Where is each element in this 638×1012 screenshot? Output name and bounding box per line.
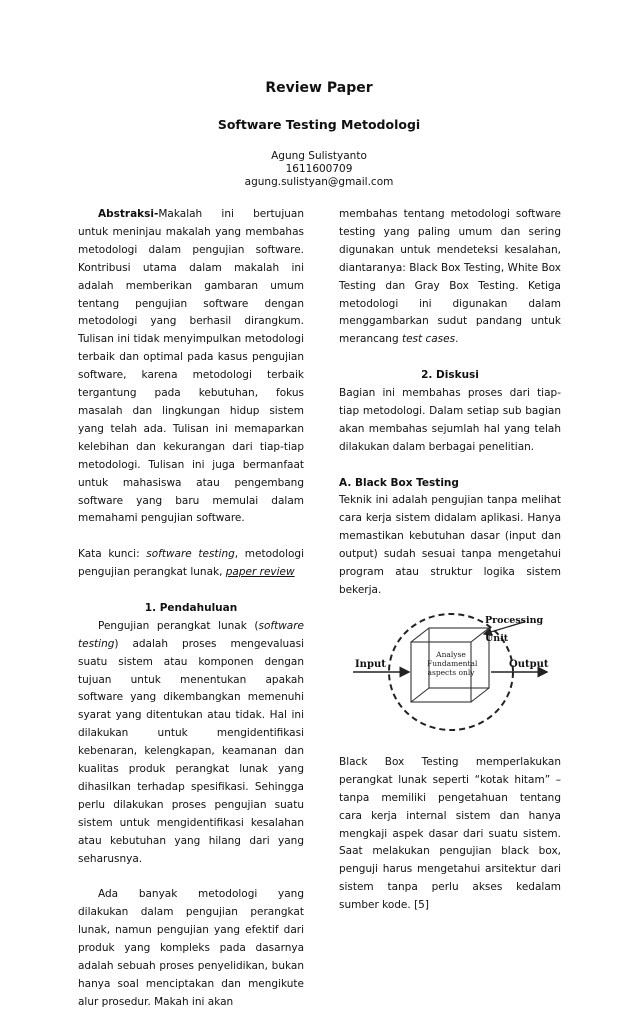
keywords-mid: , metodologi pengujian perangkat lunak, bbox=[78, 548, 305, 579]
author-email: agung.sulistyan@gmail.com bbox=[244, 176, 394, 188]
cont-italic: test cases bbox=[401, 333, 456, 346]
section-1-title: 1. Pendahuluan bbox=[144, 601, 238, 614]
left-column bbox=[78, 206, 304, 1012]
intro-p1-b: ) adalah proses mengevaluasi suatu sistem atau komponen dengan tujuan untuk menentukan apakah software yang dikembangkan memenuhi syarat yang ditentukan atau tidak. Hal ini dilakukan untuk mengidentifikasi kebenaran, kelengkapan, keamanan dan kualitas produk perangkat lunak yang dihasilkan terhadap spesifikasi. Sehingga perlu dilakukan proses pengujian suatu sistem untuk mengidentifikasi kesalahan atau kebutuhan yang hilang dari yang seharusnya. bbox=[78, 637, 304, 865]
section-a-text: Teknik ini adalah pengujian tanpa melihat cara kerja sistem didalam aplikasi. Hanya memastikan kebutuhan dasar (input dan output) sudah sesuai tanpa mengetahui program atau struktur logika sistem bekerja. bbox=[339, 494, 561, 596]
paper-subtitle: Software Testing Metodologi bbox=[217, 117, 421, 132]
section-a-title: A. Black Box Testing bbox=[339, 476, 459, 489]
intro-paragraph-2: Ada banyak metodologi yang dilakukan dalam pengujian perangkat lunak, namun pengujian yang efektif dari produk yang kompleks pada dasarnya adalah sebuah proses penyelidikan, bukan hanya soal menciptakan dan mengikute alur prosedur. Makah ini akan bbox=[78, 888, 304, 1008]
output-label: Output bbox=[509, 658, 549, 670]
keywords-last: paper review bbox=[225, 566, 295, 579]
cont-b: . bbox=[455, 333, 459, 346]
keywords bbox=[78, 546, 304, 582]
black-box-diagram bbox=[339, 610, 561, 740]
author-name: Agung Sulistyanto bbox=[271, 150, 367, 162]
right-column bbox=[339, 206, 561, 915]
input-label: Input bbox=[355, 658, 386, 670]
intro-p1-italic: software testing bbox=[78, 619, 304, 650]
processing-unit-label: Processing Unit bbox=[485, 614, 544, 644]
abstract bbox=[78, 206, 304, 528]
inner-box-label: Analyse Fundamental aspects only bbox=[427, 649, 478, 677]
abstract-text: Makalah ini bertujuan untuk meninjau makalah yang membahas metodologi dalam pengujian software. Kontribusi utama dalam makalah ini adalah memberikan gambaran umum tentang pengujian software dengan metodologi yang berhasil dirangkum. Tulisan ini tidak menyimpulkan metodologi terbaik dan optimal pada kasus pengujian software, karena metodologi terbaik tergantung pada kebutuhan, fokus masalah dan lingkungan hidup sistem yang telah ada. Tulisan ini memaparkan kelebihan dan kekurangan dari tiap-tiap metodologi. Tulisan ini juga bermanfaat untuk mahasiswa atau pengembang software yang baru memulai dalam memahami pengujian software. bbox=[78, 208, 304, 525]
section-2-title: 2. Diskusi bbox=[421, 369, 479, 382]
section-2-text: Bagian ini membahas proses dari tiap-tiap metodologi. Dalam setiap sub bagian akan membahas sejumlah hal yang telah dilakukan dalam berbagai penelitian. bbox=[339, 387, 561, 453]
keywords-label: Kata kunci: bbox=[78, 548, 147, 561]
paper-title: Review Paper bbox=[265, 80, 373, 96]
author-id: 1611600709 bbox=[285, 163, 353, 175]
intro-p1-a: Pengujian perangkat lunak ( bbox=[98, 619, 259, 632]
cont-a: membahas tentang metodologi software testing yang paling umum dan sering digunakan untuk mendeteksi kesalahan, diantaranya: Black Box Testing, White Box Testing dan Gray Box Testing. Ketiga metodologi ini digunakan dalam menggambarkan sudut pandang untuk merancang bbox=[339, 208, 561, 346]
black-box-description: Black Box Testing memperlakukan perangkat lunak seperti “kotak hitam” – tanpa memiliki pengetahuan tentang cara kerja internal sistem dan hanya mengkaji aspek dasar dari suatu sistem. Saat melakukan pengujian black box, penguji harus mengetahui arsitektur dari sistem tanpa perlu akses kedalam sumber kode. [5] bbox=[339, 755, 561, 912]
continued-paragraph bbox=[339, 206, 561, 349]
intro-paragraph-1 bbox=[78, 618, 304, 869]
keywords-italic: software testing bbox=[146, 548, 235, 561]
abstract-label: Abstraksi- bbox=[98, 208, 159, 220]
